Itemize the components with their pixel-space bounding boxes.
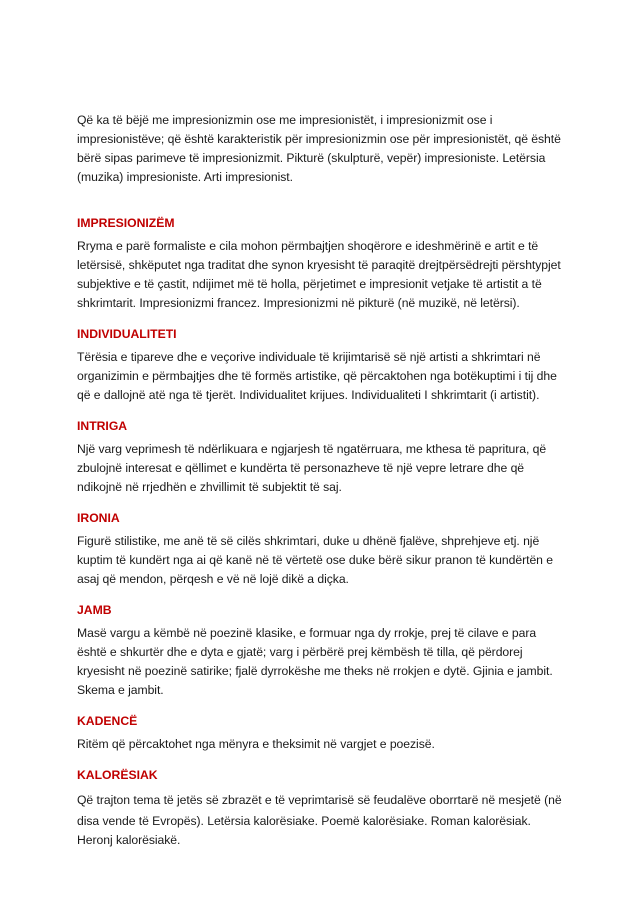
term-heading-jamb: JAMB bbox=[77, 603, 112, 617]
term-definition-ironia: Figurë stilistike, me anë të së cilës shkrimtari, duke u dhënë fjalëve, shprehjeve etj. një kuptim të kundërt nga ai që kanë në të vërtetë ose duke bërë sikur pranon të kundërtën e asaj që mendon, përqesh e vë në lojë dikë a diçka. bbox=[77, 534, 553, 586]
term-heading-kaloresiak: KALORËSIAK bbox=[77, 768, 158, 782]
intro-paragraph: Që ka të bëjë me impresionizmin ose me impresionistët, i impresionizmit ose i impresionistëve; që është karakteristik për impresionizmin ose për impresionistët, që është bërë sipas parimeve të impresionizmit. Pikturë (skulpturë, vepër) impresioniste. Letërsia (muzika) impresioniste. Arti impresionist. bbox=[77, 113, 561, 184]
term-heading-kadence: KADENCË bbox=[77, 714, 138, 728]
term-definition-intriga: Një varg veprimesh të ndërlikuara e ngjarjesh të ngatërruara, me kthesa të papritura, që zbulojnë interesat e qëllimet e kundërta të personazheve të një vepre letrare dhe që ndikojnë në rrjedhën e zhvillimit të subjektit të saj. bbox=[77, 442, 547, 494]
term-definition-kaloresiak-rest: disa vende të Evropës). Letërsia kalorësiake. Poemë kalorësiake. Roman kalorësiak. Heronj kalorësiakë. bbox=[77, 814, 531, 847]
term-definition-impresionizem: Rryma e parë formaliste e cila mohon përmbajtjen shoqërore e ideshmërinë e artit e të letërsisë, shkëputet nga traditat dhe synon kryesisht të paraqitë drejtpërsëdrejti përshtypjet subjektive e të çastit, ndijimet më të holla, përjetimet e impresionit vetjake të artistit a të shkrimtarit. Impresionizmi francez. Impresionizmi në pikturë (në muzikë, në letërsi). bbox=[77, 239, 561, 310]
term-heading-individualiteti: INDIVIDUALITETI bbox=[77, 327, 177, 341]
term-definition-kadence: Ritëm që përcaktohet nga mënyra e theksimit në vargjet e poezisë. bbox=[77, 737, 435, 751]
term-heading-impresionizem: IMPRESIONIZËM bbox=[77, 216, 175, 230]
term-heading-intriga: INTRIGA bbox=[77, 419, 128, 433]
term-heading-ironia: IRONIA bbox=[77, 511, 120, 525]
document-page bbox=[77, 111, 565, 850]
term-definition-individualiteti: Tërësia e tipareve dhe e veçorive individuale të krijimtarisë së një artisti a shkrimtari në organizimin e përmbajtjes dhe të formës artistike, që përcaktohen nga botëkuptimi i tij dhe që e dallojnë atë nga të tjerët. Individualitet krijues. Individualiteti I shkrimtarit (i artistit). bbox=[77, 350, 557, 402]
term-definition-kaloresiak-line1: Që trajton tema të jetës së zbrazët e të veprimtarisë së feudalëve oborrtarë në mesjetë (në bbox=[77, 793, 562, 807]
term-definition-jamb: Masë vargu a këmbë në poezinë klasike, e formuar nga dy rrokje, prej të cilave e para është e shkurtër dhe e dyta e gjatë; varg i përbërë prej këmbësh të tilla, që përdorej kryesisht në poezinë satirike; fjalë dyrrokëshe me theks në rrokjen e dytë. Gjinia e jambit. Skema e jambit. bbox=[77, 626, 553, 697]
